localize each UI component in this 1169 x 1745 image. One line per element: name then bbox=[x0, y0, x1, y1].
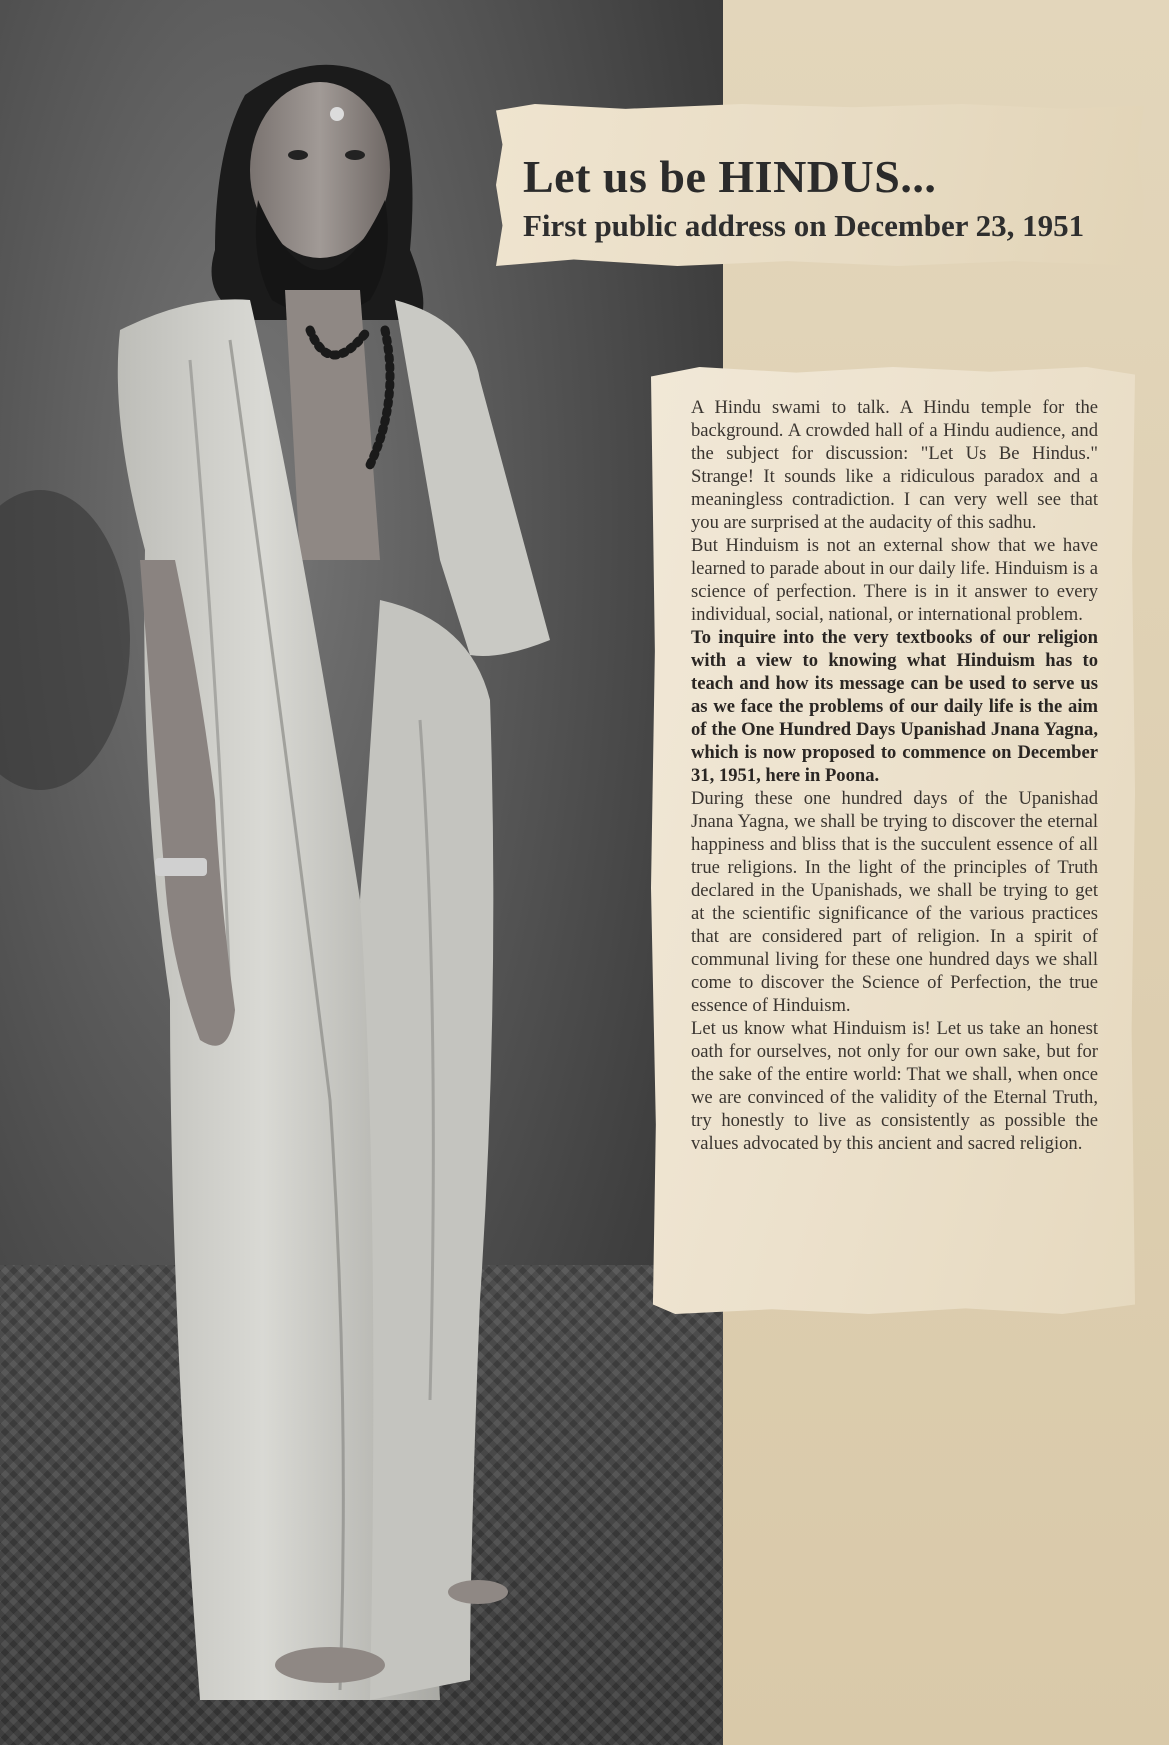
paragraph-hinduism-science: But Hinduism is not an external show that we have learned to parade about in our daily life. Hinduism is a science of perfection. There is in it answer to every individual, social, national, or international problem. bbox=[691, 535, 1098, 625]
page-subtitle: First public address on December 23, 1951 bbox=[523, 208, 1085, 243]
paragraph-hundred-days: During these one hundred days of the Upanishad Jnana Yagna, we shall be trying to discover the eternal happiness and bliss that is the succulent essence of all true religions. In the light of the principles of Truth declared in the Upanishads, we shall be trying to get at the scientific significance of the various practices that are considered part of religion. In a spirit of communal living for these one hundred days we shall come to discover the Science of Perfection, the true essence of Hinduism. bbox=[691, 788, 1098, 1016]
paragraph-yagna-aim: To inquire into the very textbooks of our religion with a view to knowing what Hinduism has to teach and how its message can be used to serve us as we face the problems of our daily life is the aim of the One Hundred Days Upanishad Jnana Yagna, which is now proposed to commence on December 31, 1951, here in Poona. bbox=[691, 627, 1098, 786]
address-text bbox=[691, 396, 1098, 1155]
paragraph-intro: A Hindu swami to talk. A Hindu temple for the background. A crowded hall of a Hindu audience, and the subject for discussion: "Let Us Be Hindus." Strange! It sounds like a ridiculous paradox and a meaningless contradiction. I can very well see that you are surprised at the audacity of this sadhu. bbox=[691, 397, 1098, 533]
paragraph-oath: Let us know what Hinduism is! Let us take an honest oath for ourselves, not only for our own sake, but for the sake of the entire world: That we shall, when once we are convinced of the validity of the Eternal Truth, try honestly to live as consistently as possible the values advocated by this ancient and sacred religion. bbox=[691, 1018, 1098, 1154]
page-title: Let us be HINDUS... bbox=[523, 151, 937, 202]
